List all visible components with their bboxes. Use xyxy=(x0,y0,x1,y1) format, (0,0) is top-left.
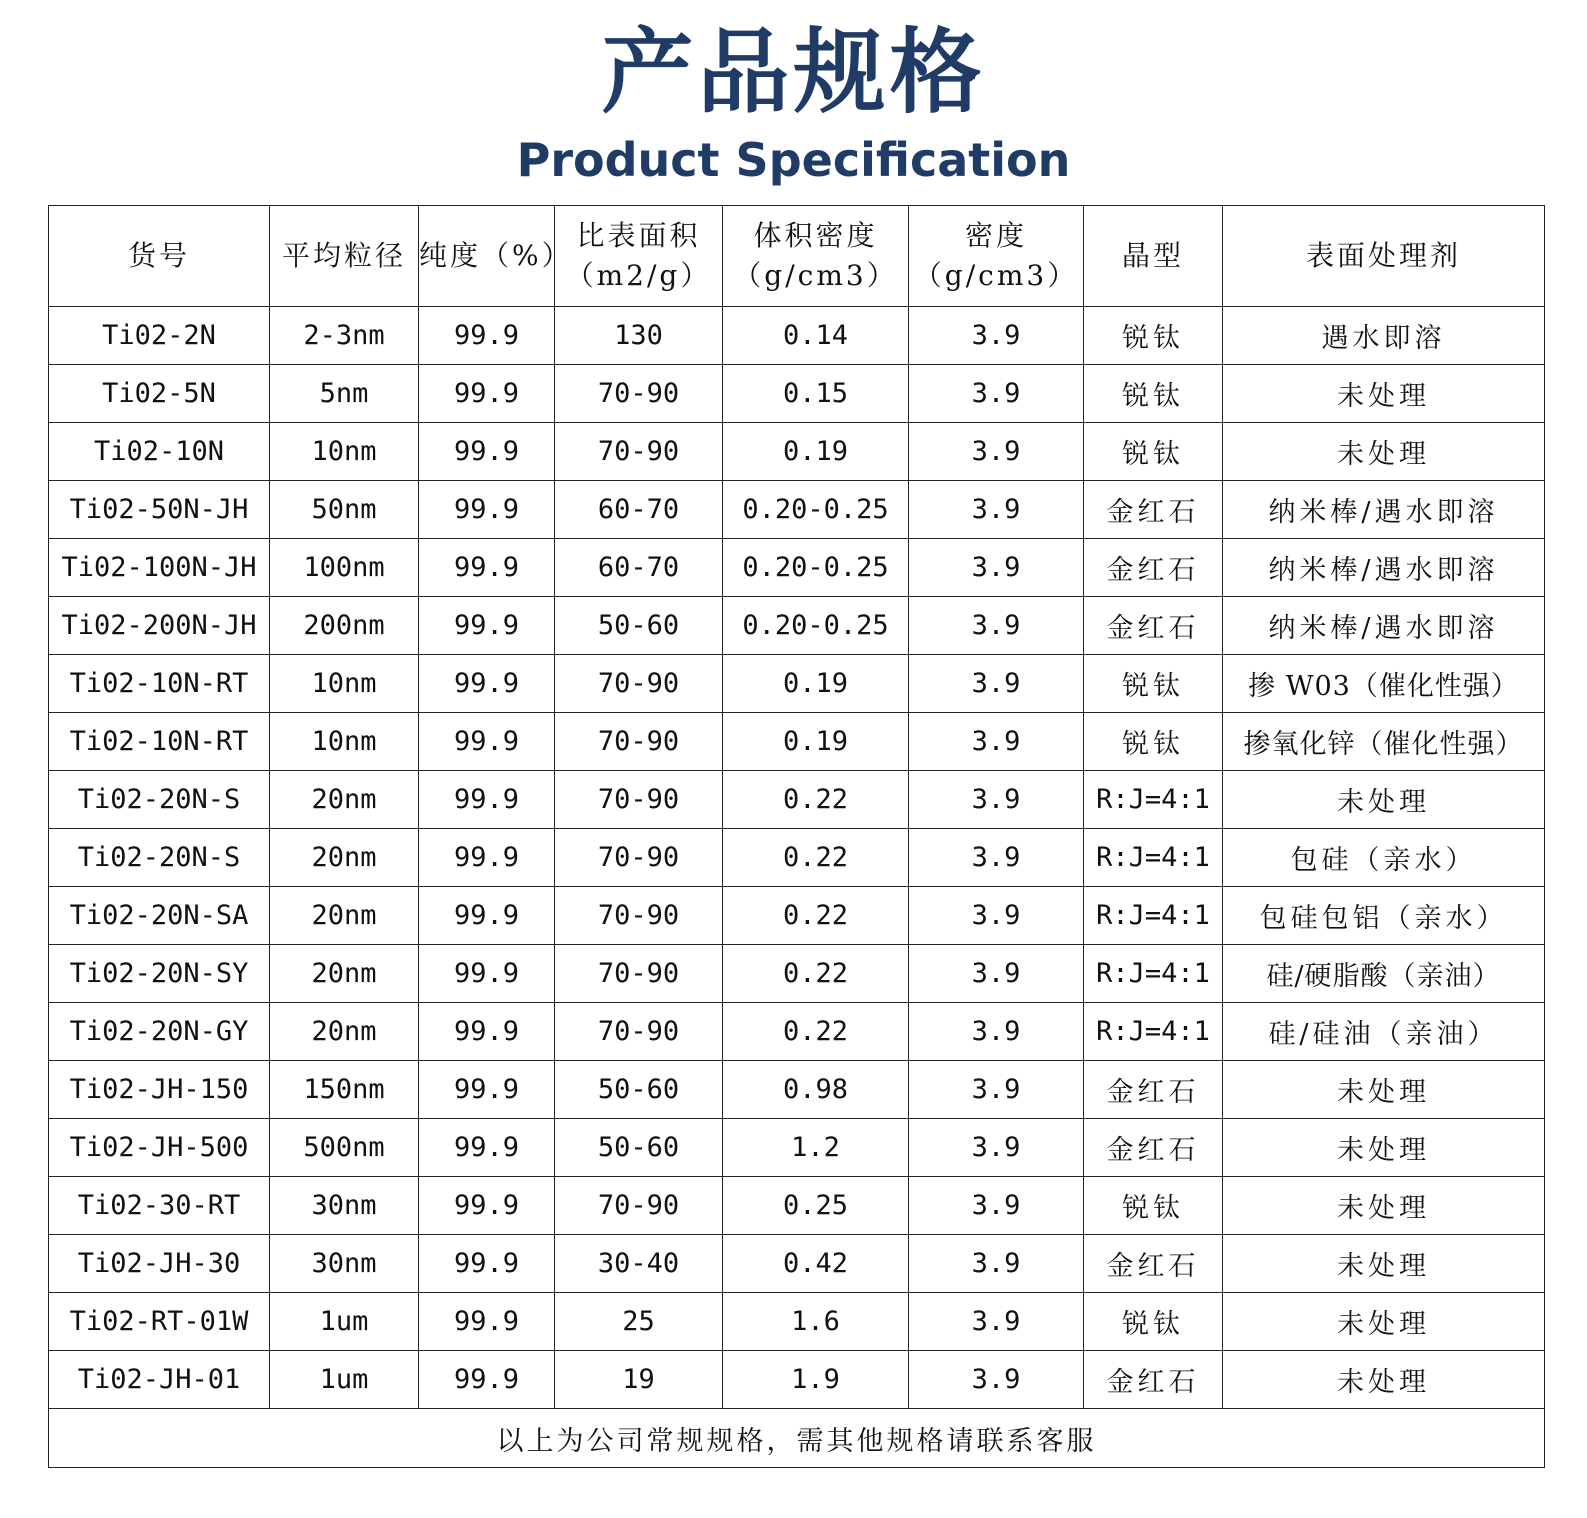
cell-crystal-form: R:J=4:1 xyxy=(1084,1003,1223,1061)
cell-bulk-density: 0.98 xyxy=(723,1061,909,1119)
cell-item-no: Ti02-30-RT xyxy=(49,1177,270,1235)
cell-purity: 99.9 xyxy=(419,1351,555,1409)
cell-density: 3.9 xyxy=(909,1177,1084,1235)
table-row xyxy=(49,1119,1545,1177)
header-density xyxy=(909,206,1084,307)
cell-avg-particle-size: 10nm xyxy=(270,423,419,481)
cell-item-no: Ti02-2N xyxy=(49,307,270,365)
cell-crystal-form: 锐钛 xyxy=(1084,1293,1223,1351)
table-row xyxy=(49,597,1545,655)
header-label: 平均粒径 xyxy=(281,239,406,272)
cell-bulk-density: 0.22 xyxy=(723,887,909,945)
table-row xyxy=(49,1003,1545,1061)
cell-item-no: Ti02-100N-JH xyxy=(49,539,270,597)
cell-bulk-density: 0.22 xyxy=(723,1003,909,1061)
cell-avg-particle-size: 20nm xyxy=(270,829,419,887)
cell-density: 3.9 xyxy=(909,1061,1084,1119)
cell-surface-treatment: 包硅（亲水） xyxy=(1223,829,1545,887)
cell-specific-surface-area: 70-90 xyxy=(555,713,723,771)
header-label: 表面处理剂 xyxy=(1305,239,1461,272)
cell-avg-particle-size: 10nm xyxy=(270,713,419,771)
cell-item-no: Ti02-JH-500 xyxy=(49,1119,270,1177)
cell-specific-surface-area: 70-90 xyxy=(555,423,723,481)
header-surface-treatment xyxy=(1223,206,1545,307)
header-specific-surface-area xyxy=(555,206,723,307)
header-purity xyxy=(419,206,573,307)
cell-avg-particle-size: 20nm xyxy=(270,887,419,945)
cell-density: 3.9 xyxy=(909,1235,1084,1293)
cell-purity: 99.9 xyxy=(419,655,555,713)
cell-avg-particle-size: 30nm xyxy=(270,1177,419,1235)
header-label: （m2/g） xyxy=(565,259,712,292)
cell-bulk-density: 0.15 xyxy=(723,365,909,423)
cell-surface-treatment: 未处理 xyxy=(1223,771,1545,829)
cell-surface-treatment: 未处理 xyxy=(1223,1119,1545,1177)
header-crystal-form xyxy=(1084,206,1223,307)
cell-purity: 99.9 xyxy=(419,945,555,1003)
cell-purity: 99.9 xyxy=(419,887,555,945)
header-label: 比表面积 xyxy=(576,219,701,252)
cell-surface-treatment: 未处理 xyxy=(1223,1235,1545,1293)
cell-item-no: Ti02-JH-01 xyxy=(49,1351,270,1409)
cell-avg-particle-size: 50nm xyxy=(270,481,419,539)
cell-crystal-form: 金红石 xyxy=(1084,539,1223,597)
cell-avg-particle-size: 150nm xyxy=(270,1061,419,1119)
cell-purity: 99.9 xyxy=(419,1003,555,1061)
table-row xyxy=(49,829,1545,887)
cell-bulk-density: 0.20-0.25 xyxy=(723,597,909,655)
cell-density: 3.9 xyxy=(909,481,1084,539)
cell-purity: 99.9 xyxy=(419,539,555,597)
cell-crystal-form: 锐钛 xyxy=(1084,365,1223,423)
cell-specific-surface-area: 130 xyxy=(555,307,723,365)
cell-crystal-form: 锐钛 xyxy=(1084,307,1223,365)
cell-specific-surface-area: 25 xyxy=(555,1293,723,1351)
cell-surface-treatment: 未处理 xyxy=(1223,1351,1545,1409)
cell-surface-treatment: 纳米棒/遇水即溶 xyxy=(1223,481,1545,539)
cell-bulk-density: 0.19 xyxy=(723,713,909,771)
cell-avg-particle-size: 5nm xyxy=(270,365,419,423)
cell-bulk-density: 0.19 xyxy=(723,423,909,481)
cell-avg-particle-size: 2-3nm xyxy=(270,307,419,365)
cell-item-no: Ti02-10N-RT xyxy=(49,713,270,771)
cell-purity: 99.9 xyxy=(419,1235,555,1293)
cell-bulk-density: 0.22 xyxy=(723,771,909,829)
cell-avg-particle-size: 10nm xyxy=(270,655,419,713)
table-row xyxy=(49,481,1545,539)
cell-specific-surface-area: 19 xyxy=(555,1351,723,1409)
table-row xyxy=(49,771,1545,829)
cell-surface-treatment: 硅/硬脂酸（亲油） xyxy=(1223,945,1545,1003)
cell-bulk-density: 1.6 xyxy=(723,1293,909,1351)
cell-bulk-density: 0.42 xyxy=(723,1235,909,1293)
cell-crystal-form: R:J=4:1 xyxy=(1084,945,1223,1003)
table-row xyxy=(49,945,1545,1003)
cell-item-no: Ti02-20N-S xyxy=(49,829,270,887)
footer-note: 以上为公司常规规格，需其他规格请联系客服 xyxy=(49,1409,1545,1468)
cell-specific-surface-area: 70-90 xyxy=(555,829,723,887)
cell-crystal-form: R:J=4:1 xyxy=(1084,829,1223,887)
cell-bulk-density: 1.2 xyxy=(723,1119,909,1177)
cell-density: 3.9 xyxy=(909,713,1084,771)
cell-item-no: Ti02-10N-RT xyxy=(49,655,270,713)
cell-surface-treatment: 掺氧化锌（催化性强） xyxy=(1223,713,1545,771)
cell-density: 3.9 xyxy=(909,945,1084,1003)
header-label: （g/cm3） xyxy=(913,259,1079,292)
header-label: 体积密度 xyxy=(753,219,878,252)
cell-bulk-density: 0.19 xyxy=(723,655,909,713)
cell-purity: 99.9 xyxy=(419,307,555,365)
cell-item-no: Ti02-5N xyxy=(49,365,270,423)
cell-crystal-form: 金红石 xyxy=(1084,1119,1223,1177)
cell-bulk-density: 0.20-0.25 xyxy=(723,481,909,539)
cell-avg-particle-size: 20nm xyxy=(270,771,419,829)
table-row xyxy=(49,307,1545,365)
header-label: 纯度（%） xyxy=(419,239,573,272)
cell-avg-particle-size: 1um xyxy=(270,1351,419,1409)
cell-surface-treatment: 纳米棒/遇水即溶 xyxy=(1223,539,1545,597)
cell-purity: 99.9 xyxy=(419,1061,555,1119)
header-label: 货号 xyxy=(127,239,190,272)
table-body xyxy=(49,307,1545,1409)
cell-purity: 99.9 xyxy=(419,365,555,423)
table-row xyxy=(49,1293,1545,1351)
cell-purity: 99.9 xyxy=(419,771,555,829)
table-row xyxy=(49,1351,1545,1409)
header-label: 晶型 xyxy=(1121,239,1184,272)
cell-specific-surface-area: 50-60 xyxy=(555,1119,723,1177)
cell-surface-treatment: 未处理 xyxy=(1223,1061,1545,1119)
cell-item-no: Ti02-JH-150 xyxy=(49,1061,270,1119)
cell-crystal-form: 锐钛 xyxy=(1084,713,1223,771)
cell-item-no: Ti02-200N-JH xyxy=(49,597,270,655)
cell-crystal-form: 金红石 xyxy=(1084,1061,1223,1119)
table-row xyxy=(49,887,1545,945)
cell-purity: 99.9 xyxy=(419,481,555,539)
table-row xyxy=(49,1177,1545,1235)
cell-bulk-density: 0.22 xyxy=(723,945,909,1003)
cell-item-no: Ti02-50N-JH xyxy=(49,481,270,539)
cell-density: 3.9 xyxy=(909,1119,1084,1177)
cell-avg-particle-size: 1um xyxy=(270,1293,419,1351)
cell-specific-surface-area: 50-60 xyxy=(555,597,723,655)
cell-item-no: Ti02-JH-30 xyxy=(49,1235,270,1293)
cell-avg-particle-size: 100nm xyxy=(270,539,419,597)
header-label: （g/cm3） xyxy=(733,259,898,292)
cell-density: 3.9 xyxy=(909,423,1084,481)
cell-crystal-form: R:J=4:1 xyxy=(1084,887,1223,945)
spec-table xyxy=(48,205,1545,1468)
cell-purity: 99.9 xyxy=(419,423,555,481)
cell-surface-treatment: 包硅包铝（亲水） xyxy=(1223,887,1545,945)
cell-item-no: Ti02-20N-S xyxy=(49,771,270,829)
cell-item-no: Ti02-20N-SY xyxy=(49,945,270,1003)
cell-avg-particle-size: 30nm xyxy=(270,1235,419,1293)
page-title: 产品规格 xyxy=(601,19,986,126)
cell-specific-surface-area: 70-90 xyxy=(555,945,723,1003)
cell-density: 3.9 xyxy=(909,1003,1084,1061)
header-label: 密度 xyxy=(964,219,1027,252)
cell-crystal-form: 锐钛 xyxy=(1084,655,1223,713)
table-row xyxy=(49,1235,1545,1293)
table-row xyxy=(49,1061,1545,1119)
cell-specific-surface-area: 60-70 xyxy=(555,481,723,539)
cell-crystal-form: 金红石 xyxy=(1084,481,1223,539)
cell-specific-surface-area: 70-90 xyxy=(555,771,723,829)
footer-row xyxy=(49,1409,1545,1468)
cell-avg-particle-size: 20nm xyxy=(270,945,419,1003)
cell-avg-particle-size: 20nm xyxy=(270,1003,419,1061)
cell-density: 3.9 xyxy=(909,365,1084,423)
cell-surface-treatment: 未处理 xyxy=(1223,365,1545,423)
table-row xyxy=(49,423,1545,481)
cell-specific-surface-area: 70-90 xyxy=(555,365,723,423)
cell-density: 3.9 xyxy=(909,1293,1084,1351)
cell-density: 3.9 xyxy=(909,655,1084,713)
cell-crystal-form: 锐钛 xyxy=(1084,1177,1223,1235)
header-avg-particle-size xyxy=(270,206,419,307)
header-item-no xyxy=(49,206,270,307)
cell-item-no: Ti02-20N-GY xyxy=(49,1003,270,1061)
cell-density: 3.9 xyxy=(909,539,1084,597)
cell-purity: 99.9 xyxy=(419,1177,555,1235)
cell-item-no: Ti02-10N xyxy=(49,423,270,481)
cell-density: 3.9 xyxy=(909,1351,1084,1409)
cell-density: 3.9 xyxy=(909,829,1084,887)
cell-crystal-form: 金红石 xyxy=(1084,597,1223,655)
cell-bulk-density: 0.25 xyxy=(723,1177,909,1235)
cell-specific-surface-area: 70-90 xyxy=(555,655,723,713)
cell-density: 3.9 xyxy=(909,771,1084,829)
cell-specific-surface-area: 70-90 xyxy=(555,887,723,945)
cell-bulk-density: 0.20-0.25 xyxy=(723,539,909,597)
cell-bulk-density: 1.9 xyxy=(723,1351,909,1409)
cell-surface-treatment: 纳米棒/遇水即溶 xyxy=(1223,597,1545,655)
table-row xyxy=(49,365,1545,423)
cell-surface-treatment: 遇水即溶 xyxy=(1223,307,1545,365)
table-row xyxy=(49,539,1545,597)
cell-purity: 99.9 xyxy=(419,829,555,887)
cell-purity: 99.9 xyxy=(419,1119,555,1177)
cell-crystal-form: 金红石 xyxy=(1084,1351,1223,1409)
cell-crystal-form: 锐钛 xyxy=(1084,423,1223,481)
cell-specific-surface-area: 70-90 xyxy=(555,1177,723,1235)
cell-purity: 99.9 xyxy=(419,1293,555,1351)
cell-bulk-density: 0.14 xyxy=(723,307,909,365)
cell-specific-surface-area: 30-40 xyxy=(555,1235,723,1293)
table-row xyxy=(49,655,1545,713)
table-row xyxy=(49,713,1545,771)
cell-surface-treatment: 未处理 xyxy=(1223,1177,1545,1235)
cell-purity: 99.9 xyxy=(419,597,555,655)
cell-specific-surface-area: 70-90 xyxy=(555,1003,723,1061)
cell-purity: 99.9 xyxy=(419,713,555,771)
cell-surface-treatment: 未处理 xyxy=(1223,423,1545,481)
cell-item-no: Ti02-RT-01W xyxy=(49,1293,270,1351)
cell-density: 3.9 xyxy=(909,597,1084,655)
cell-surface-treatment: 掺 W03（催化性强） xyxy=(1223,655,1545,713)
table-header xyxy=(49,206,1545,307)
page-subtitle: Product Specification xyxy=(516,133,1071,187)
cell-item-no: Ti02-20N-SA xyxy=(49,887,270,945)
cell-specific-surface-area: 60-70 xyxy=(555,539,723,597)
cell-density: 3.9 xyxy=(909,307,1084,365)
cell-surface-treatment: 硅/硅油（亲油） xyxy=(1223,1003,1545,1061)
cell-bulk-density: 0.22 xyxy=(723,829,909,887)
header-row xyxy=(49,206,1545,307)
cell-avg-particle-size: 200nm xyxy=(270,597,419,655)
header-bulk-density xyxy=(723,206,909,307)
cell-specific-surface-area: 50-60 xyxy=(555,1061,723,1119)
cell-avg-particle-size: 500nm xyxy=(270,1119,419,1177)
cell-density: 3.9 xyxy=(909,887,1084,945)
cell-surface-treatment: 未处理 xyxy=(1223,1293,1545,1351)
cell-crystal-form: 金红石 xyxy=(1084,1235,1223,1293)
cell-crystal-form: R:J=4:1 xyxy=(1084,771,1223,829)
